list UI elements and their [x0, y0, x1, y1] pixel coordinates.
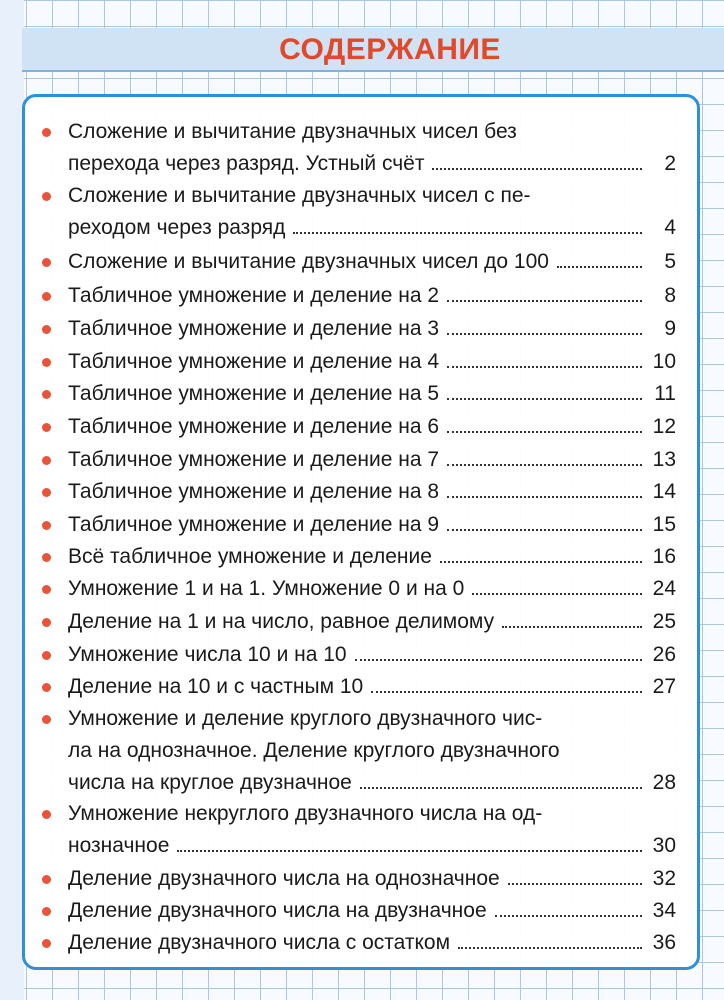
toc-entry[interactable]: [42, 895, 676, 927]
dot-leader: [447, 366, 642, 368]
page-number: 5: [664, 250, 676, 273]
page-number: 13: [652, 448, 676, 471]
page-number: 30: [652, 834, 676, 857]
dot-leader: [293, 232, 642, 234]
dot-leader: [447, 464, 642, 466]
page-number: 34: [652, 899, 676, 922]
toc-entry-text: Табличное умножение и деление на 3: [68, 317, 440, 340]
toc-entry[interactable]: [42, 378, 676, 410]
toc-entry[interactable]: [42, 411, 676, 443]
page-number: 12: [652, 415, 676, 438]
toc-entry-text: Деление двузначного числа на однозначное: [68, 867, 500, 890]
bullet-icon: [42, 907, 51, 916]
toc-entry[interactable]: [42, 639, 676, 671]
toc-entry[interactable]: [42, 863, 676, 895]
toc-entry[interactable]: [42, 927, 676, 959]
toc-entry[interactable]: [42, 703, 676, 799]
toc-entry-text: Табличное умножение и деление на 7: [68, 448, 440, 471]
toc-entry[interactable]: [42, 180, 676, 244]
dot-leader: [447, 431, 642, 433]
dot-leader: [557, 266, 642, 268]
toc-entry[interactable]: [42, 573, 676, 605]
dot-leader: [502, 626, 642, 628]
dot-leader: [495, 915, 642, 917]
dot-leader: [440, 561, 642, 563]
bullet-icon: [42, 358, 51, 367]
bullet-icon: [42, 258, 51, 267]
toc-entry-text: ла на однозначное. Деление круглого двузначного: [68, 739, 560, 762]
bullet-icon: [42, 390, 51, 399]
bullet-icon: [42, 875, 51, 884]
toc-entry[interactable]: [42, 509, 676, 541]
toc-entry-text: нозначное: [68, 834, 170, 857]
bullet-icon: [42, 292, 51, 301]
bullet-icon: [42, 553, 51, 562]
dot-leader: [447, 529, 642, 531]
toc-entry-text: Сложение и вычитание двузначных чисел с пе-: [68, 184, 531, 207]
dot-leader: [447, 300, 642, 302]
toc-entry[interactable]: [42, 606, 676, 638]
dot-leader: [508, 883, 642, 885]
toc-entry[interactable]: [42, 444, 676, 476]
toc-entry[interactable]: [42, 346, 676, 378]
dot-leader: [371, 691, 642, 693]
toc-entry-text: Деление на 10 и с частным 10: [68, 675, 364, 698]
dot-leader: [360, 787, 642, 789]
page-number: 36: [652, 931, 676, 954]
page-number: 11: [654, 382, 676, 405]
page-number: 32: [652, 867, 676, 890]
toc-entry[interactable]: [42, 280, 676, 312]
page-number: 28: [652, 771, 676, 794]
page-number: 2: [664, 152, 676, 175]
toc-entry-text: Табличное умножение и деление на 5: [68, 382, 440, 405]
page-margin: [0, 0, 24, 1000]
bullet-icon: [42, 715, 51, 724]
bullet-icon: [42, 585, 51, 594]
bullet-icon: [42, 683, 51, 692]
bullet-icon: [42, 423, 51, 432]
dot-leader: [447, 398, 642, 400]
page-number: 14: [652, 480, 676, 503]
toc-entry-text: Деление двузначного числа на двузначное: [68, 899, 487, 922]
toc-entry-text: Умножение и деление круглого двузначного чис-: [68, 707, 543, 730]
toc-entry-text: Табличное умножение и деление на 9: [68, 513, 440, 536]
toc-entry-text: Табличное умножение и деление на 2: [68, 284, 440, 307]
bullet-icon: [42, 651, 51, 660]
page-number: 24: [652, 577, 676, 600]
page-number: 27: [652, 675, 676, 698]
bullet-icon: [42, 325, 51, 334]
toc-entry[interactable]: [42, 476, 676, 508]
toc-entry[interactable]: [42, 541, 676, 573]
toc-entry-text: реходом через разряд: [68, 216, 286, 239]
dot-leader: [447, 333, 642, 335]
toc-entry-text: Деление двузначного числа с остатком: [68, 931, 451, 954]
toc-entry[interactable]: [42, 246, 676, 278]
toc-entry-text: числа на круглое двузначное: [68, 771, 352, 794]
bullet-icon: [42, 618, 51, 627]
toc-entry-text: Табличное умножение и деление на 4: [68, 350, 440, 373]
toc-entry[interactable]: [42, 798, 676, 862]
page-title: СОДЕРЖАНИЕ: [279, 33, 501, 66]
bullet-icon: [42, 488, 51, 497]
page-number: 8: [664, 284, 676, 307]
dot-leader: [432, 168, 642, 170]
toc-entry-text: Всё табличное умножение и деление: [68, 545, 432, 568]
page-number: 16: [652, 545, 676, 568]
page-number: 25: [652, 610, 676, 633]
dot-leader: [472, 593, 642, 595]
toc-entry[interactable]: [42, 116, 676, 180]
bullet-icon: [42, 810, 51, 819]
page-number: 26: [652, 643, 676, 666]
dot-leader: [177, 850, 642, 852]
toc-entry-text: Умножение числа 10 и на 10: [68, 643, 347, 666]
toc-entry[interactable]: [42, 671, 676, 703]
bullet-icon: [42, 456, 51, 465]
toc-entry-text: Табличное умножение и деление на 8: [68, 480, 440, 503]
toc-entry-text: Умножение некруглого двузначного числа на од-: [68, 802, 543, 825]
toc-entry-text: Сложение и вычитание двузначных чисел до 100: [68, 250, 549, 273]
toc-entry[interactable]: [42, 313, 676, 345]
toc-entry-text: Деление на 1 и на число, равное делимому: [68, 610, 495, 633]
page-number: 9: [664, 317, 676, 340]
toc-entry-text: перехода через разряд. Устный счёт: [68, 152, 425, 175]
dot-leader: [458, 947, 642, 949]
page-number: 10: [652, 350, 676, 373]
page-number: 4: [664, 216, 676, 239]
toc-entry-text: Сложение и вычитание двузначных чисел без: [68, 120, 517, 143]
dot-leader: [447, 496, 642, 498]
bullet-icon: [42, 521, 51, 530]
bullet-icon: [42, 939, 51, 948]
dot-leader: [355, 659, 642, 661]
toc-entry-text: Умножение 1 и на 1. Умножение 0 и на 0: [68, 577, 465, 600]
bullet-icon: [42, 128, 51, 137]
toc-entry-text: Табличное умножение и деление на 6: [68, 415, 440, 438]
page-number: 15: [652, 513, 676, 536]
bullet-icon: [42, 192, 51, 201]
